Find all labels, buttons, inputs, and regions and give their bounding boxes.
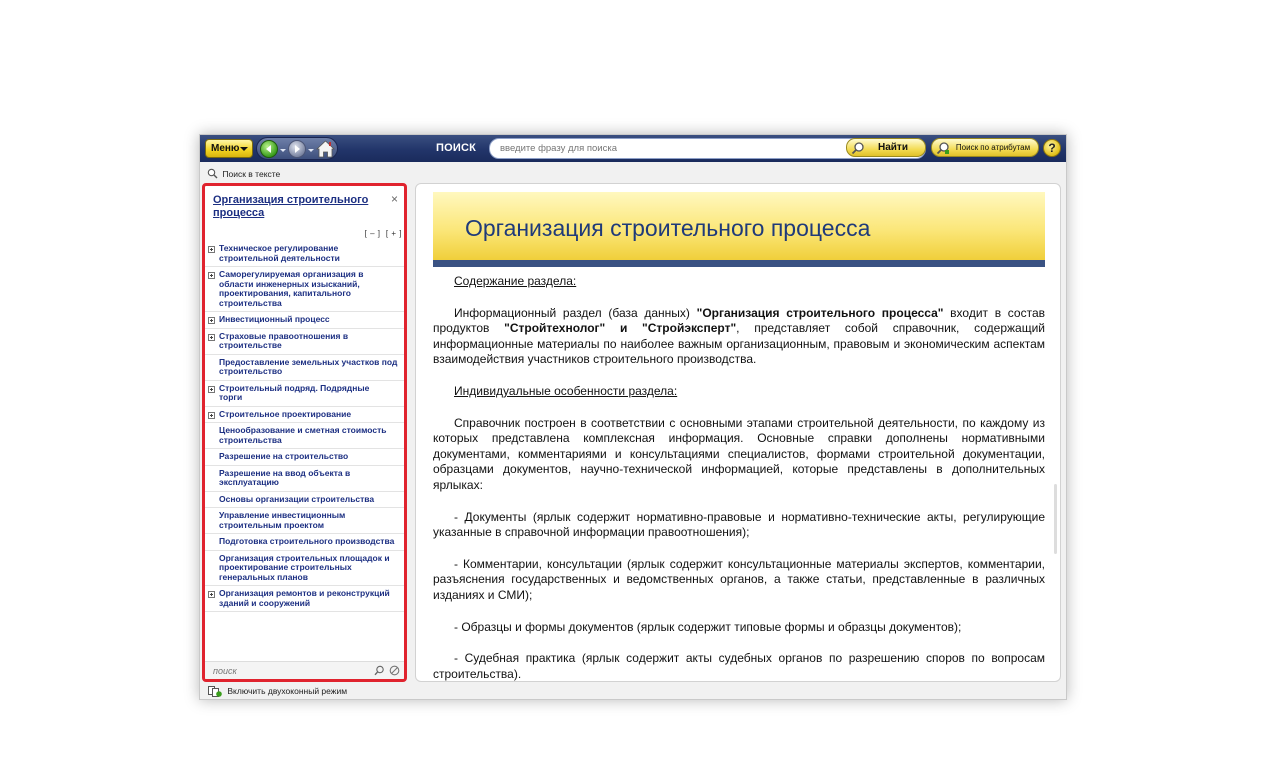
- document-scrollbar[interactable]: [1054, 484, 1057, 554]
- intro-products: "Стройтехнолог" и "Стройэксперт": [504, 321, 737, 336]
- tree-item-label: Саморегулируемая организация в области инженерных изысканий, проектирования, капитального строительства: [219, 269, 364, 308]
- tree-item-label: Организация строительных площадок и проектирование строительных генеральных планов: [219, 552, 390, 582]
- search-icon: [851, 141, 865, 155]
- collapse-expand-controls[interactable]: [ – ] [ + ]: [364, 229, 402, 238]
- tree-item-label: Разрешение на ввод объекта в эксплуатацию: [219, 467, 351, 487]
- arrow-left-icon: [264, 144, 274, 154]
- two-window-mode-label: Включить двухоконный режим: [227, 686, 348, 696]
- intro-text-start: Информационный раздел (база данных): [454, 305, 697, 320]
- tree-item[interactable]: [205, 329, 407, 355]
- top-toolbar: [200, 135, 1066, 162]
- expand-plus-icon[interactable]: [208, 591, 215, 598]
- intro-product-name: "Организация строительного процесса": [696, 305, 944, 320]
- panel-title-link[interactable]: Организация строительного процесса: [213, 194, 369, 219]
- tree-item-label: Управление инвестиционным строительным проектом: [219, 510, 346, 530]
- find-in-text-link[interactable]: [207, 168, 280, 179]
- search-icon[interactable]: [374, 665, 385, 676]
- document-body: [433, 274, 1045, 682]
- intro-paragraph: [433, 306, 1045, 368]
- tree-item[interactable]: [205, 492, 407, 509]
- tree-item[interactable]: [205, 508, 407, 534]
- two-window-icon: [208, 686, 222, 697]
- home-icon[interactable]: [316, 140, 335, 158]
- document-view: [415, 183, 1061, 682]
- tree-item[interactable]: [205, 267, 407, 312]
- help-button[interactable]: [1043, 139, 1061, 157]
- bullet-documents: - Документы (ярлык содержит нормативно-правовые и нормативно-технические акты, регулирующие указанные в справочной информации правоотношения);: [433, 509, 1045, 540]
- tree-item-label: Строительное проектирование: [219, 408, 352, 419]
- menu-button[interactable]: [205, 139, 253, 158]
- tree-item[interactable]: [205, 355, 407, 381]
- contents-panel: [202, 183, 407, 682]
- two-window-mode-toggle[interactable]: [208, 686, 347, 697]
- tree-item-label: Ценообразование и сметная стоимость строительства: [219, 425, 387, 445]
- tree-item-label: Строительный подряд. Подрядные торги: [219, 382, 370, 402]
- tree-item[interactable]: [205, 534, 407, 551]
- bullet-forms: - Образцы и формы документов (ярлык содержит типовые формы и образцы документов);: [454, 619, 962, 634]
- search-input[interactable]: [500, 141, 840, 156]
- back-history-dropdown-icon[interactable]: [280, 149, 286, 152]
- section-heading: Содержание раздела:: [454, 274, 577, 288]
- tree-item-label: Подготовка строительного производства: [219, 536, 395, 546]
- magnifier-icon: [207, 168, 218, 179]
- attribute-search-button[interactable]: [931, 138, 1039, 157]
- find-in-text-label: Поиск в тексте: [222, 169, 281, 179]
- panel-search-bar: [205, 661, 407, 679]
- tree-item-label: Основы организации строительства: [219, 493, 375, 504]
- tree-item-label: Разрешение на строительство: [219, 451, 349, 461]
- tree-item[interactable]: [205, 466, 407, 492]
- intro-text-end: , представляет собой справочник, содержащий информационные материалы по наиболее важным организационным, правовым и экономическим аспектам взаимодействия участников строительного производства.: [433, 321, 1045, 367]
- arrow-right-icon: [292, 144, 302, 154]
- attribute-search-icon: [936, 141, 950, 155]
- tree-item[interactable]: [205, 449, 407, 466]
- tree-item-label: Предоставление земельных участков под строительство: [219, 356, 398, 376]
- tree-item-label: Инвестиционный процесс: [219, 314, 330, 324]
- tree-item-label: Организация ремонтов и реконструкций зданий и сооружений: [219, 588, 390, 608]
- forward-history-dropdown-icon[interactable]: [308, 149, 314, 152]
- tree-item-label: Техническое регулирование строительной деятельности: [219, 243, 340, 263]
- tree-item[interactable]: [205, 551, 407, 587]
- expand-plus-icon[interactable]: [208, 246, 215, 253]
- expand-plus-icon[interactable]: [208, 386, 215, 393]
- tree-item[interactable]: [205, 312, 407, 329]
- navigation-group: [256, 137, 338, 160]
- tree-item[interactable]: [205, 407, 407, 424]
- help-icon: ?: [1048, 141, 1056, 155]
- intro-text-mid: входит в состав продуктов: [433, 305, 1046, 336]
- clear-icon[interactable]: [389, 665, 400, 676]
- bullet-court-practice: - Судебная практика (ярлык содержит акты судебных органов по разрешению споров по вопросам строительства).: [433, 651, 1045, 681]
- expand-plus-icon[interactable]: [208, 272, 215, 279]
- features-paragraph: Справочник построен в соответствии с основными этапами строительной деятельности, по каждому из которых представлена комплексная информация. Основные справки дополнены нормативными документами, комментариями и консультациями специалистов, формами строительной документации, образцами документов, научно-технической информацией, которые представлены в дополнительных ярлыках:: [433, 415, 1045, 492]
- tree-item-label: Страховые правоотношения в строительстве: [219, 330, 349, 350]
- tree-item[interactable]: [205, 381, 407, 407]
- close-icon[interactable]: ×: [390, 192, 398, 206]
- menu-caret-icon: [240, 147, 248, 151]
- tree-item[interactable]: [205, 586, 407, 612]
- search-section-label: ПОИСК: [436, 142, 477, 154]
- attribute-search-label: Поиск по атрибутам: [955, 143, 1031, 152]
- document-title: Организация строительного процесса: [465, 215, 871, 241]
- find-label: Найти: [878, 142, 908, 153]
- forward-button[interactable]: [288, 140, 306, 158]
- bullet-comments: - Комментарии, консультации (ярлык содержит консультационные материалы экспертов, комментарии, разъяснения государственных и ведомственных органов, а также статьи, представленные в различных изданиях и СМИ);: [433, 556, 1045, 602]
- document-banner: [433, 192, 1045, 267]
- contents-tree: [205, 241, 407, 612]
- app-window: [199, 134, 1067, 700]
- menu-label: Меню: [211, 143, 240, 154]
- expand-plus-icon[interactable]: [208, 412, 215, 419]
- find-button[interactable]: [846, 138, 926, 157]
- expand-plus-icon[interactable]: [208, 334, 215, 341]
- tree-item[interactable]: [205, 423, 407, 449]
- back-button[interactable]: [260, 140, 278, 158]
- panel-search-input[interactable]: [213, 665, 363, 677]
- expand-plus-icon[interactable]: [208, 317, 215, 324]
- features-heading: Индивидуальные особенности раздела:: [454, 383, 678, 398]
- tree-item[interactable]: [205, 241, 407, 267]
